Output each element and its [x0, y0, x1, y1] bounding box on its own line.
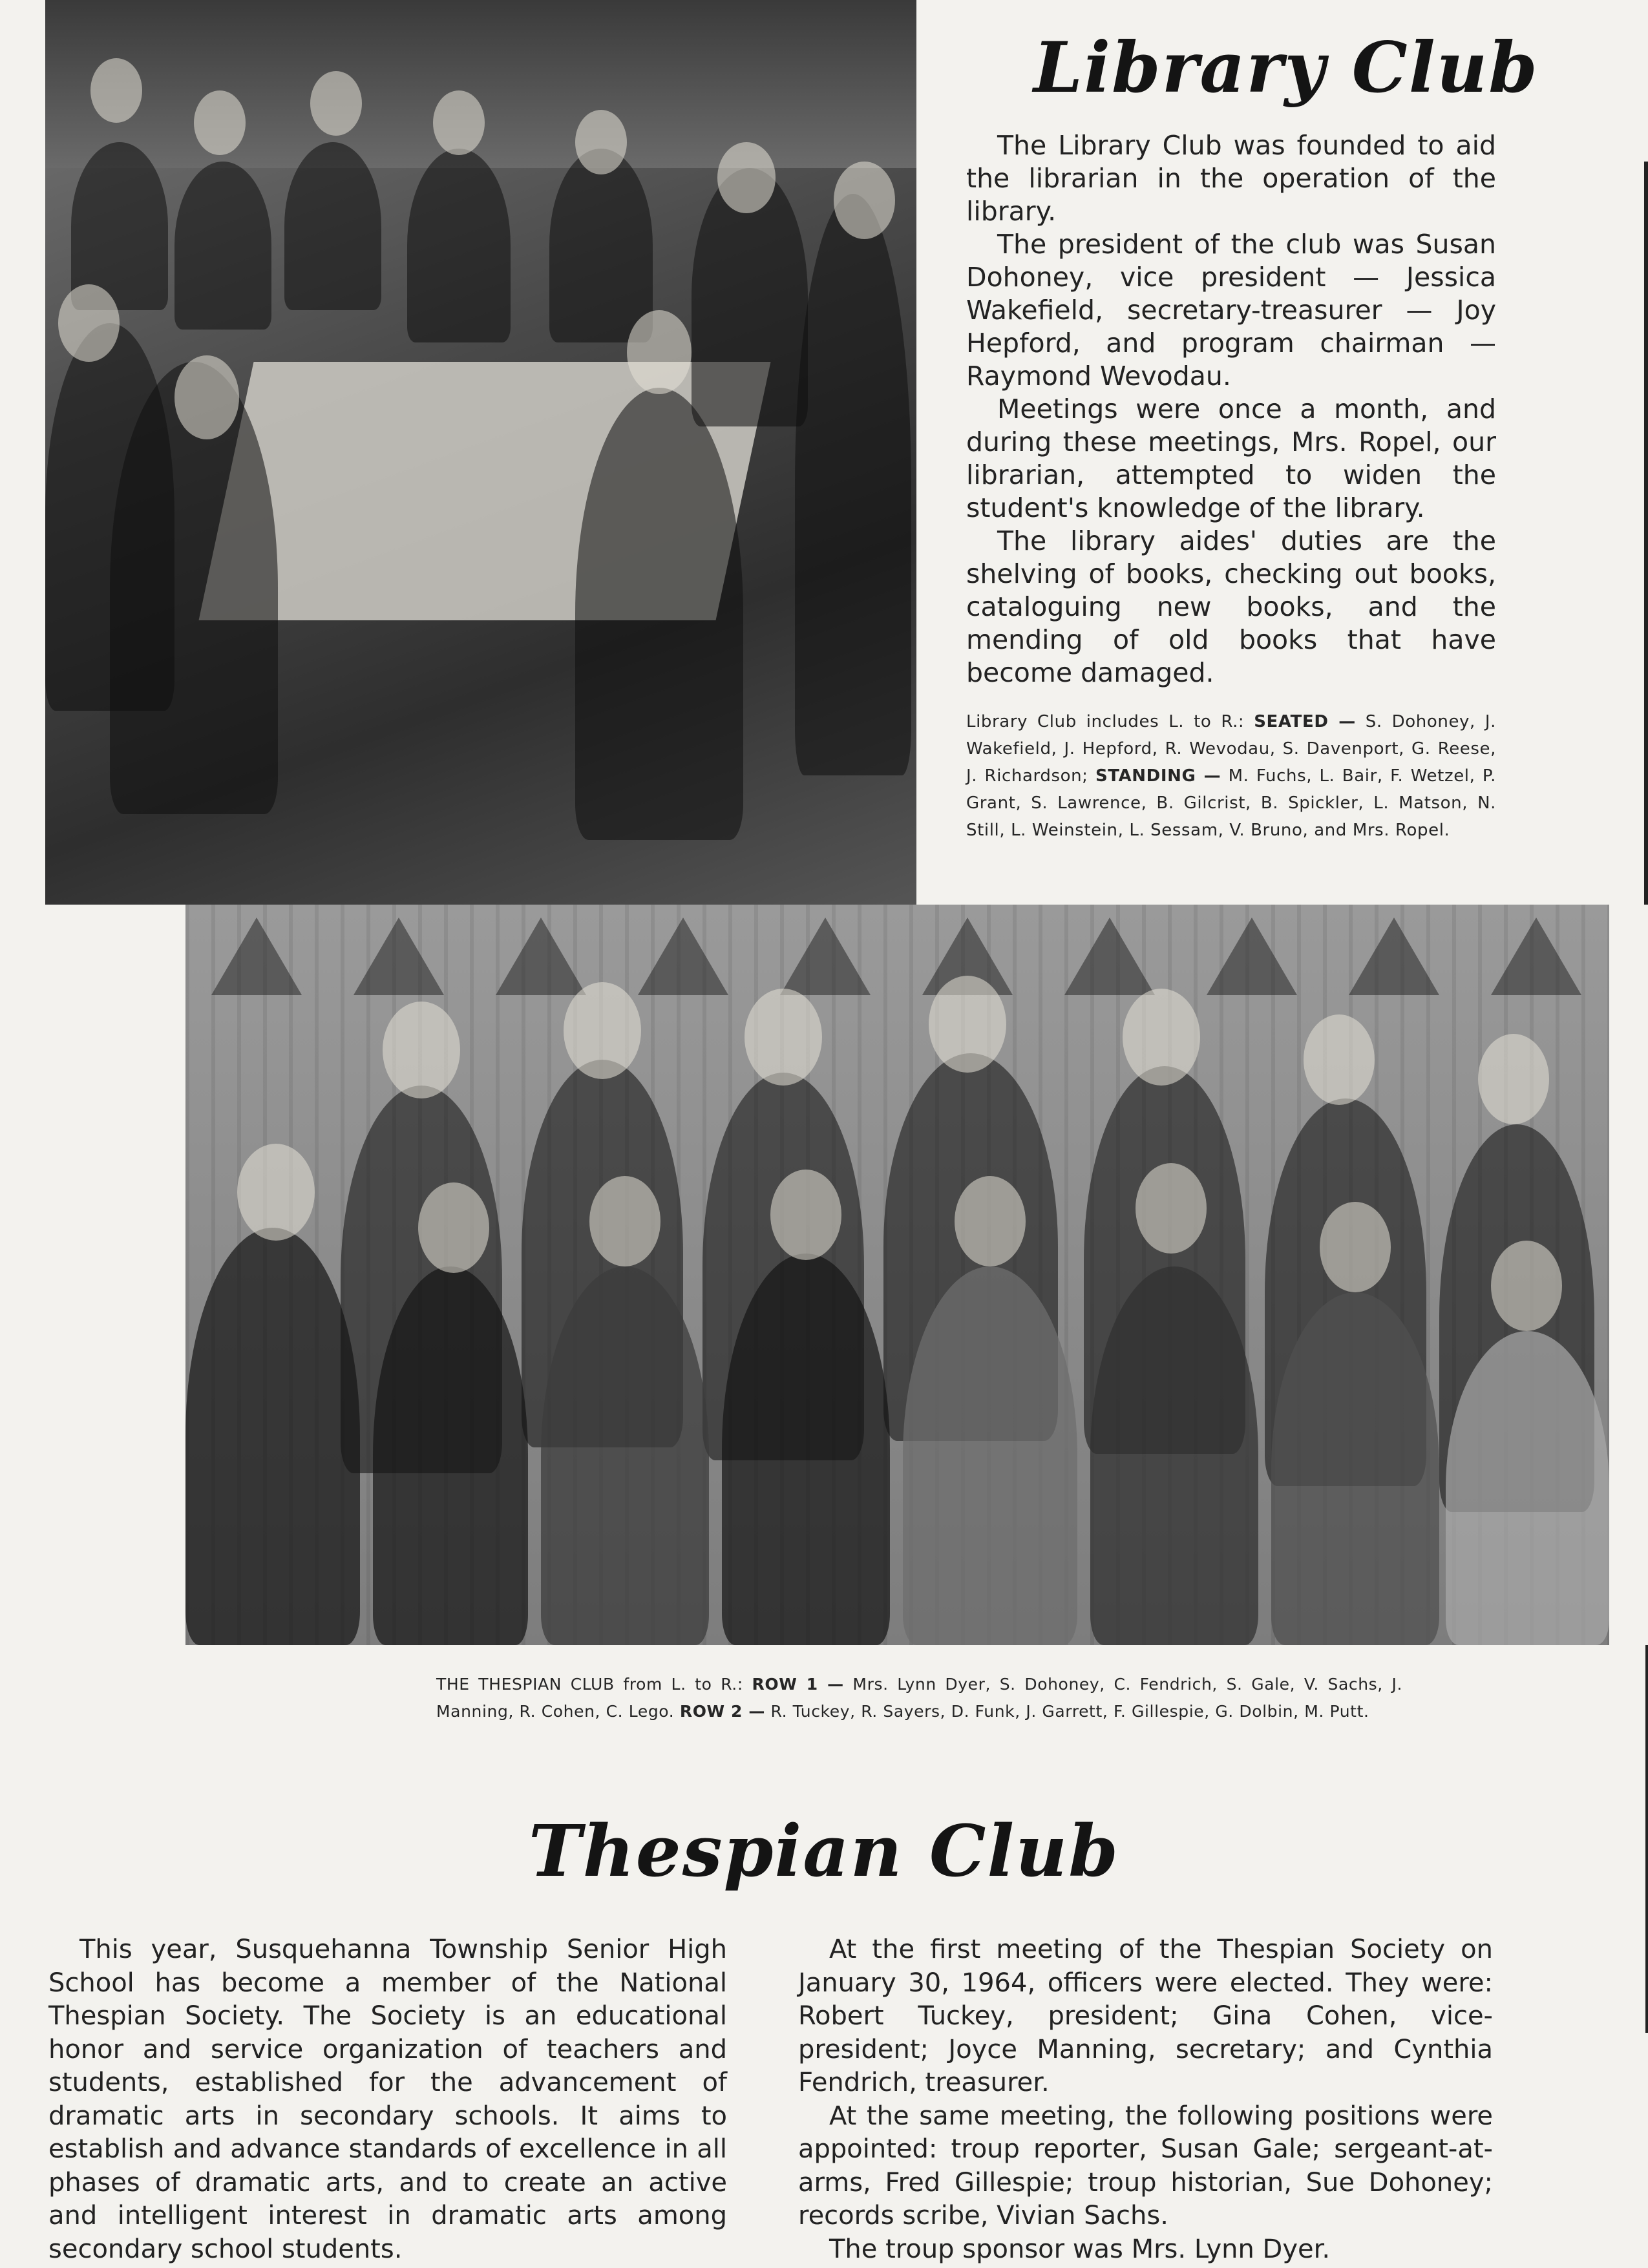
caption-row1-label: ROW 1 —	[752, 1675, 844, 1694]
thespian-club-left-column	[48, 1933, 727, 2266]
thespian-club-photo	[185, 905, 1609, 1645]
caption-row2-names: R. Tuckey, R. Sayers, D. Funk, J. Garrett, F. Gillespie, G. Dolbin, M. Putt.	[770, 1702, 1369, 1721]
caption-lead: THE THESPIAN CLUB from L. to R.:	[436, 1675, 743, 1694]
caption-lead: Library Club includes L. to R.:	[966, 712, 1245, 731]
library-club-text	[966, 129, 1496, 689]
library-club-paragraph: The president of the club was Susan Dohoney, vice president — Jessica Wakefield, secretary-treasurer — Joy Hepford, and program chairman — Raymond Wevodau.	[966, 229, 1496, 392]
library-club-paragraph: The library aides' duties are the shelving of books, checking out books, cataloguing new books, and the mending of old books that have become damaged.	[966, 525, 1496, 688]
caption-seated-names: S. Dohoney, J. Wakefield, J. Hepford, R. Wevodau, S. Davenport, G. Reese, J. Richardson;	[966, 712, 1496, 786]
library-club-photo	[45, 0, 916, 905]
caption-standing-names: M. Fuchs, L. Bair, F. Wetzel, P. Grant, S. Lawrence, B. Gilcrist, B. Spickler, L. Matson, N. Still, L. Weinstein, L. Sessam, V. Bruno, and Mrs. Ropel.	[966, 766, 1496, 840]
page-edge	[1644, 162, 1648, 905]
caption-seated-label: SEATED —	[1254, 712, 1356, 731]
library-club-paragraph: The Library Club was founded to aid the librarian in the operation of the library.	[966, 130, 1496, 227]
library-club-caption	[966, 708, 1496, 844]
thespian-club-right-column	[798, 1933, 1493, 2266]
thespian-paragraph: The troup sponsor was Mrs. Lynn Dyer.	[829, 2234, 1331, 2264]
page-edge	[1645, 1645, 1648, 2033]
thespian-photo-caption	[436, 1671, 1402, 1725]
thespian-paragraph: At the same meeting, the following positions were appointed: troup reporter, Susan Gale; sergeant-at-arms, Fred Gillespie; troup historian, Sue Dohoney; records scribe, Vivian Sachs.	[798, 2101, 1493, 2231]
thespian-paragraph: This year, Susquehanna Township Senior High School has become a member of the National Thespian Society. The Society is an educational honor and service organization of teachers and students, established for the advancement of dramatic arts in secondary schools. It aims to establish and advance standards of excellence in all phases of dramatic arts, and to create an active and intelligent interest in dramatic arts among secondary school students.	[48, 1935, 727, 2264]
library-club-paragraph: Meetings were once a month, and during these meetings, Mrs. Ropel, our librarian, attempted to widen the student's knowledge of the library.	[966, 394, 1496, 523]
caption-row1-names: Mrs. Lynn Dyer, S. Dohoney, C. Fendrich, S. Gale, V. Sachs, J. Manning, R. Cohen, C. Lego.	[436, 1675, 1403, 1721]
thespian-paragraph: At the first meeting of the Thespian Society on January 30, 1964, officers were elected. They were: Robert Tuckey, president; Gina Cohen, vice-president; Joyce Manning, secretary; and Cynthia Fendrich, treasurer.	[798, 1935, 1493, 2097]
caption-standing-label: STANDING —	[1095, 766, 1221, 786]
caption-row2-label: ROW 2 —	[679, 1702, 765, 1721]
library-club-title: Library Club	[1033, 27, 1539, 109]
thespian-club-title: Thespian Club	[528, 1809, 1120, 1893]
